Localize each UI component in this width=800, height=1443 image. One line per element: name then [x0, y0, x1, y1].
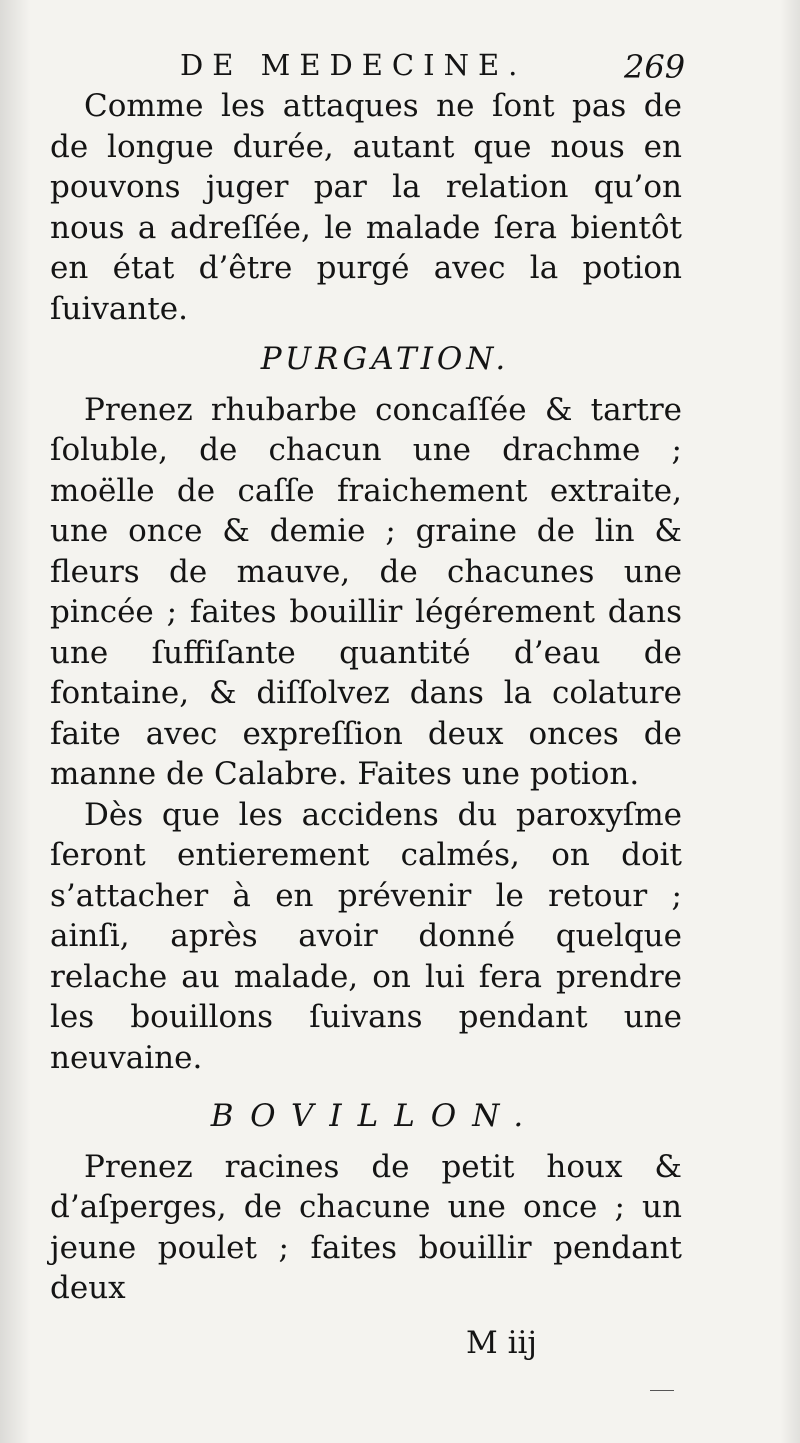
running-head [180, 48, 700, 88]
paragraph-intro: Comme les attaques ne ſont pas de de longue durée, autant que nous en pouvons juger par la relation qu’on nous a adreſſée, le malade ſera bientôt en état d’être purgé avec la potion ſuivante. [50, 88, 682, 327]
margin-dash [650, 1390, 674, 1391]
text-block [50, 86, 682, 1309]
heading-bouillon: BOVILLON. [210, 1098, 540, 1134]
page-number: 269 [624, 48, 686, 86]
paragraph-paroxysm: Dès que les accidens du paroxyſme ſeront entierement calmés, on doit s’attacher à en prévenir le retour ; ainſi, après avoir donné quelque relache au malade, on lui fera prendre les bouillons ſuivans pendant une neuvaine. [50, 796, 682, 1076]
signature-mark: M iij [466, 1325, 538, 1361]
running-head-title: DE MEDECINE. [180, 48, 527, 82]
paragraph-purgation-recipe: Prenez rhubarbe concaſſée & tartre ſoluble, de chacun une drachme ; moëlle de caſſe fraichement extraite, une once & demie ; graine de lin & fleurs de mauve, de chacunes une pincée ; faites bouillir légérement dans une ſuffiſante quantité d’eau de fontaine, & diſſolvez dans la colature faite avec expreſſion deux onces de manne de Calabre. Faites une potion. [50, 391, 682, 792]
paragraph-bouillon-recipe: Prenez racines de petit houx & d’aſperges, de chacune une once ; un jeune poulet ; faites bouillir pendant deux [50, 1148, 682, 1306]
heading-purgation: PURGATION. [260, 341, 510, 377]
